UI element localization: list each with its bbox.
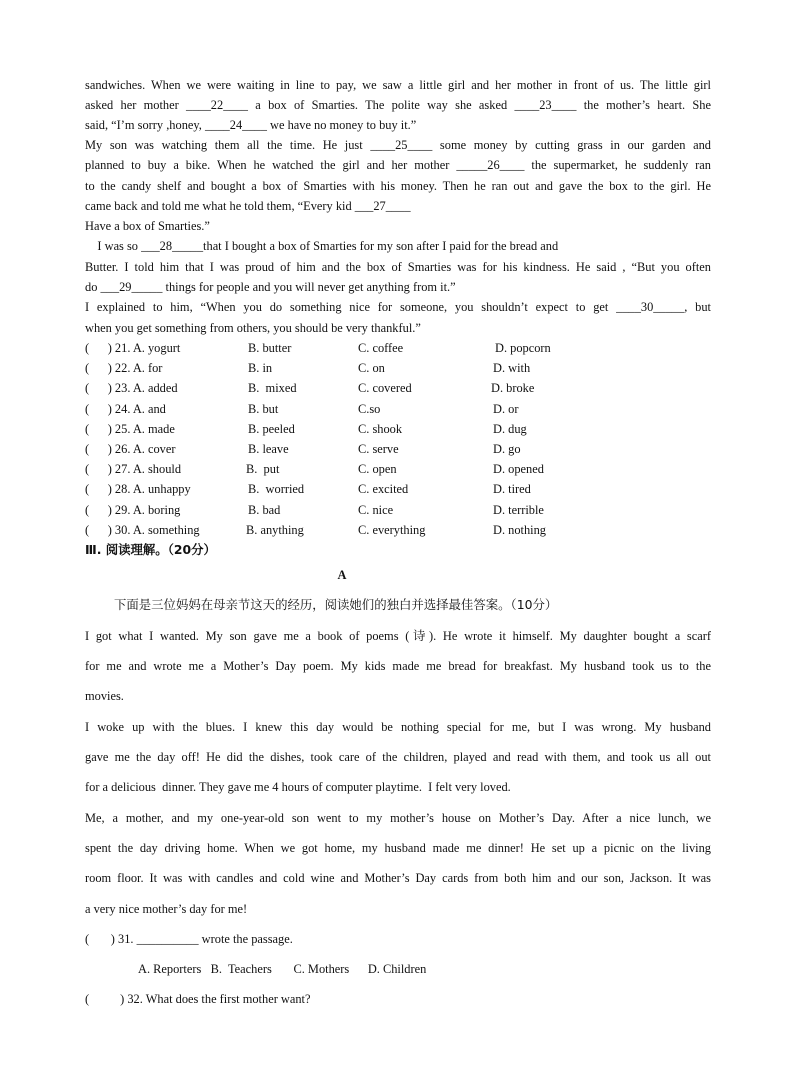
reading-line: gave me the day off! He did the dishes, took care of the children, played and read with them, and took us all out: [85, 750, 711, 764]
question-31-options: A. Reporters B. Teachers C. Mothers D. Children: [138, 962, 427, 976]
option-c: C. covered: [358, 381, 412, 395]
option-b: B. leave: [248, 442, 289, 456]
part-label: A: [337, 568, 347, 582]
passage-line: I was so ___28_____that I bought a box of Smarties for my son after I paid for the bread and: [85, 239, 559, 253]
passage-line: Butter. I told him that I was proud of him and the box of Smarties was for his kindness. He said , “But you often: [85, 260, 711, 274]
option-c: C. on: [358, 361, 385, 375]
option-b: B. put: [246, 462, 280, 476]
passage-line: said, “I’m sorry ,honey, ____24____ we have no money to buy it.”: [85, 118, 417, 132]
question-stem: ( ) 25. A. made: [85, 422, 175, 436]
option-d: D. with: [493, 361, 531, 375]
passage-line: when you get something from others, you should be very thankful.”: [85, 321, 421, 335]
reading-line: for me and wrote me a Mother’s Day poem. My kids made me bread for breakfast. My husband took us to the: [85, 659, 711, 673]
option-b: B. but: [248, 402, 279, 416]
option-c: C. coffee: [358, 341, 404, 355]
option-c: C. excited: [358, 482, 409, 496]
option-b: B. worried: [248, 482, 305, 496]
question-stem: ( ) 27. A. should: [85, 462, 182, 476]
question-stem: ( ) 29. A. boring: [85, 503, 181, 517]
passage-line: My son was watching them all the time. He just ____25____ some money by cutting grass in our garden and: [85, 138, 711, 152]
option-b: B. butter: [248, 341, 292, 355]
passage-line: sandwiches. When we were waiting in line to pay, we saw a little girl and her mother in front of us. The little girl: [85, 78, 711, 92]
option-c: C. everything: [358, 523, 426, 537]
option-c: C. nice: [358, 503, 394, 517]
question-32: ( ) 32. What does the first mother want?: [85, 992, 311, 1006]
option-b: B. in: [248, 361, 273, 375]
reading-line: room floor. It was with candles and cold wine and Mother’s Day cards from both him and our son, Jackson. It was: [85, 871, 711, 885]
option-c: C. shook: [358, 422, 403, 436]
reading-line: for a delicious dinner. They gave me 4 hours of computer playtime. I felt very loved.: [85, 780, 511, 794]
passage-line: do ___29_____ things for people and you will never get anything from it.”: [85, 280, 456, 294]
option-d: D. nothing: [493, 523, 547, 537]
passage-line: came back and told me what he told them, “Every kid ___27____: [85, 199, 411, 213]
reading-line: movies.: [85, 689, 124, 703]
question-stem: ( ) 21. A. yogurt: [85, 341, 181, 355]
question-stem: ( ) 22. A. for: [85, 361, 163, 375]
question-stem: ( ) 24. A. and: [85, 402, 166, 416]
reading-line: a very nice mother’s day for me!: [85, 902, 248, 916]
question-31: ( ) 31. __________ wrote the passage.: [85, 932, 293, 946]
option-d: D. opened: [493, 462, 544, 476]
option-d: D. terrible: [493, 503, 544, 517]
option-b: B. bad: [248, 503, 281, 517]
passage-line: asked her mother ____22____ a box of Smarties. The polite way she asked ____23____ the mother’s heart. She: [85, 98, 711, 112]
option-b: B. anything: [246, 523, 304, 537]
option-d: D. popcorn: [495, 341, 551, 355]
section-heading: Ⅲ. 阅读理解。（20分）: [85, 542, 216, 557]
option-d: D. dug: [493, 422, 527, 436]
section-instruction: 下面是三位妈妈在母亲节这天的经历，阅读她们的独白并选择最佳答案。（10分）: [114, 597, 558, 612]
passage-line: to the candy shelf and bought a box of Smarties with his money. Then he ran out and gave the box to the girl. He: [85, 179, 711, 193]
reading-line: I got what I wanted. My son gave me a book of poems (诗). He wrote it himself. My daughter bought a scarf: [85, 629, 711, 643]
option-d: D. or: [493, 402, 519, 416]
option-c: C. serve: [358, 442, 399, 456]
reading-line: Me, a mother, and my one-year-old son went to my mother’s house on Mother’s Day. After a nice lunch, we: [85, 811, 711, 825]
question-stem: ( ) 23. A. added: [85, 381, 178, 395]
passage-line: Have a box of Smarties.”: [85, 219, 210, 233]
option-b: B. peeled: [248, 422, 295, 436]
passage-line: planned to buy a bike. When he watched the girl and her mother _____26____ the supermarket, he suddenly ran: [85, 158, 711, 172]
option-d: D. broke: [491, 381, 535, 395]
option-c: C.so: [358, 402, 381, 416]
option-d: D. tired: [493, 482, 531, 496]
option-c: C. open: [358, 462, 397, 476]
question-stem: ( ) 30. A. something: [85, 523, 200, 537]
reading-line: spent the day driving home. When we got home, my husband made me dinner! He set up a picnic on the living: [85, 841, 711, 855]
question-stem: ( ) 28. A. unhappy: [85, 482, 191, 496]
passage-line: I explained to him, “When you do something nice for someone, you shouldn’t expect to get ____30_____, but: [85, 300, 711, 314]
question-stem: ( ) 26. A. cover: [85, 442, 176, 456]
reading-line: I woke up with the blues. I knew this day would be nothing special for me, but I was wrong. My husband: [85, 720, 711, 734]
option-d: D. go: [493, 442, 521, 456]
option-b: B. mixed: [248, 381, 297, 395]
